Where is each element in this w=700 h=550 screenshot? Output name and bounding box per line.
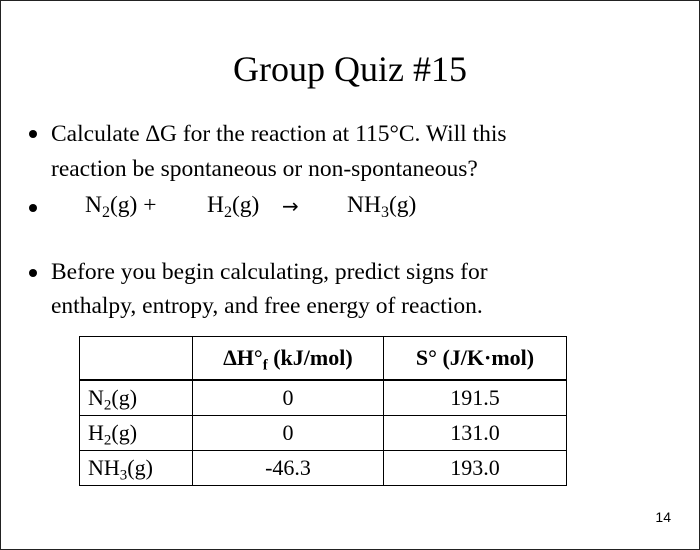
- species-cell: [80, 451, 193, 486]
- table-row: [80, 380, 567, 416]
- entropy-cell: 193.0: [384, 451, 567, 486]
- species-cell: [80, 380, 193, 416]
- bullet-dot: [29, 130, 37, 138]
- enthalpy-cell: -46.3: [193, 451, 384, 486]
- species-subscript: 3: [119, 467, 128, 484]
- species-state: (g): [127, 455, 153, 480]
- slide-title: Group Quiz #15: [233, 49, 467, 89]
- entropy-cell: 191.5: [384, 380, 567, 416]
- thermodynamic-data-table: [79, 336, 567, 486]
- enthalpy-cell: 0: [193, 380, 384, 416]
- reactant-h2-symbol: H: [207, 192, 224, 218]
- bullet-2-line-1: Before you begin calculating, predict signs for: [51, 259, 488, 285]
- reactant-h2-state: (g): [231, 192, 260, 218]
- table-header-species: [80, 337, 193, 381]
- reactant-n2-subscript: 2: [101, 203, 110, 221]
- reactant-h2: [207, 191, 259, 219]
- reaction-equation: [1, 191, 699, 223]
- table-row: [80, 416, 567, 451]
- table-row: [80, 451, 567, 486]
- bullet-1-line-1: Calculate ∆G for the reaction at 115°C. Will this: [51, 121, 507, 147]
- product-nh3-symbol: NH: [347, 192, 381, 218]
- species-cell: [80, 416, 193, 451]
- page-number: 14: [655, 509, 671, 525]
- species-state: (g): [111, 420, 138, 445]
- species-state: (g): [111, 385, 138, 410]
- table-header-row: [80, 337, 567, 381]
- enthalpy-cell: 0: [193, 416, 384, 451]
- species-symbol: H: [88, 420, 104, 445]
- bullet-2-line-2: enthalpy, entropy, and free energy of reaction.: [51, 293, 483, 319]
- enthalpy-header-subscript: f: [262, 357, 268, 374]
- species-subscript: 2: [103, 432, 112, 449]
- enthalpy-header-unit: (kJ/mol): [267, 345, 353, 370]
- reactant-n2-state: (g) +: [109, 192, 157, 218]
- species-symbol: NH: [88, 455, 120, 480]
- table-header-enthalpy: [193, 337, 384, 381]
- reaction-arrow-icon: →: [282, 194, 299, 218]
- bullet-1-line-2: reaction be spontaneous or non-spontaneous?: [51, 156, 478, 182]
- product-nh3: [347, 191, 416, 219]
- enthalpy-header-symbol: ∆H°: [223, 345, 263, 370]
- species-subscript: 2: [103, 397, 112, 414]
- table-header-entropy: S° (J/K·mol): [384, 337, 567, 381]
- product-nh3-subscript: 3: [380, 203, 389, 221]
- reactant-n2-symbol: N: [85, 192, 102, 218]
- reactant-h2-subscript: 2: [223, 203, 232, 221]
- product-nh3-state: (g): [388, 192, 417, 218]
- species-symbol: N: [88, 385, 104, 410]
- bullet-dot: [29, 269, 37, 277]
- reactant-n2: [85, 191, 157, 219]
- entropy-cell: 131.0: [384, 416, 567, 451]
